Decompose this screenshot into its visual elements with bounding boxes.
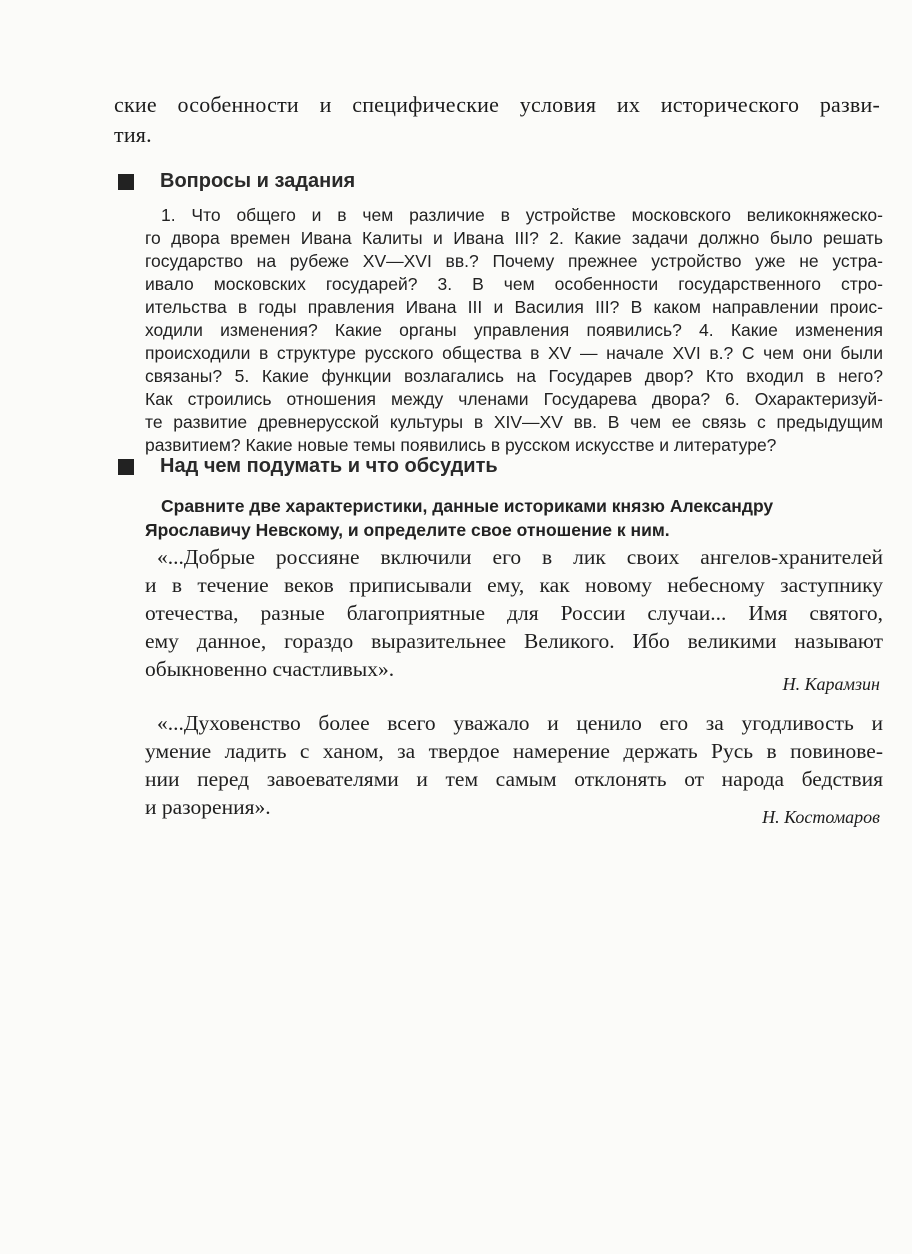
intro-line: ские особенности и специфические условия их исторического разви- [114,92,880,117]
bullet-square-icon [118,459,134,475]
question-line: связаны? 5. Какие функции возлагались на Государев двор? Кто входил в него? [145,366,883,386]
quote-author: Н. Карамзин [782,674,880,694]
question-line: ительства в годы правления Ивана III и Василия III? В каком направлении проис- [145,297,883,317]
intro-paragraph [114,90,880,150]
question-line: государство на рубеже XV—XVI вв.? Почему прежнее устройство уже не устра- [145,251,883,271]
question-line: ходили изменения? Какие органы управления появились? 4. Какие изменения [145,320,883,340]
question-line: происходили в структуре русского общества в XV — начале XVI в.? С чем они были [145,343,883,363]
quote-karamzin [145,543,883,683]
section-heading-discussion [118,455,818,478]
section-heading-questions [118,170,818,193]
question-line: развитием? Какие новые темы появились в русском искусстве и литературе? [145,435,777,455]
quote-line: нии перед завоевателями и тем самым отклонять от народа бедствия [145,767,883,791]
quote-line: и в течение веков приписывали ему, как новому небесному заступнику [145,573,883,597]
section-title: Вопросы и задания [160,170,356,192]
quote-line: «...Добрые россияне включили его в лик своих ангелов-хранителей [157,545,883,569]
questions-paragraph [145,204,883,457]
question-line: 1. Что общего и в чем различие в устройстве московского великокняжеско- [161,205,883,225]
quote-author: Н. Костомаров [762,807,880,827]
question-line: Как строились отношения между членами Государева двора? 6. Охарактеризуй- [145,389,883,409]
question-line: те развитие древнерусской культуры в XIV—XV вв. В чем ее связь с предыдущим [145,412,883,432]
task-line: Сравните две характеристики, данные историками князю Александру [161,496,774,516]
quote-line: обыкновенно счастливых». [145,657,395,681]
intro-line: тия. [114,122,152,147]
question-line: ивало московских государей? 3. В чем особенности государственного стро- [145,274,883,294]
bullet-square-icon [118,174,134,190]
section-title: Над чем подумать и что обсудить [160,455,498,477]
task-line: Ярославичу Невскому, и определите свое отношение к ним. [145,520,670,540]
quote-line: и разорения». [145,795,271,819]
quote-line: ему данное, гораздо выразительнее Великого. Ибо великими называют [145,629,883,653]
quote-line: «...Духовенство более всего уважало и ценило его за угодливость и [157,711,883,735]
quote-line: умение ладить с ханом, за твердое намерение держать Русь в повинове- [145,739,883,763]
quote-line: отечества, разные благоприятные для России случаи... Имя святого, [145,601,883,625]
question-line: го двора времен Ивана Калиты и Ивана III? 2. Какие задачи должно было решать [145,228,883,248]
discussion-task [145,494,883,542]
quote-kostomarov [145,709,883,821]
